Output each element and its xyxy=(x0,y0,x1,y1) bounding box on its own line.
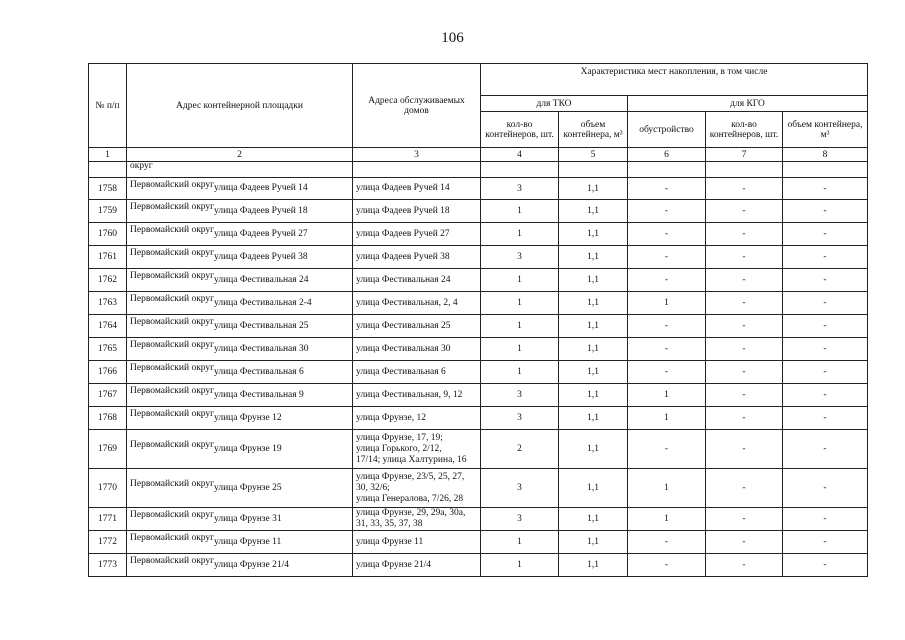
kgo-volume: - xyxy=(783,407,868,430)
tko-volume: 1,1 xyxy=(559,554,628,577)
tko-count: 3 xyxy=(481,407,559,430)
served-address-line: улица Фадеев Ручей 27 xyxy=(356,228,450,239)
street-address: улица Фадеев Ручей 27 xyxy=(214,228,308,239)
served-address-line: улица Фадеев Ручей 18 xyxy=(356,205,450,216)
tko-count: 1 xyxy=(481,361,559,384)
row-number: 1771 xyxy=(89,508,127,531)
area-address-cell xyxy=(127,361,353,384)
kgo-arrangement: - xyxy=(628,338,706,361)
street-address: улица Фрунзе 25 xyxy=(214,482,282,493)
table-row xyxy=(89,554,868,577)
kgo-volume: - xyxy=(783,430,868,469)
area-address-cell xyxy=(127,315,353,338)
kgo-arrangement: - xyxy=(628,246,706,269)
table-row xyxy=(89,246,868,269)
kgo-volume: - xyxy=(783,269,868,292)
row-number: 1760 xyxy=(89,223,127,246)
tko-count: 1 xyxy=(481,315,559,338)
row-number: 1759 xyxy=(89,200,127,223)
kgo-count: - xyxy=(706,531,783,554)
street-address: улица Фрунзе 31 xyxy=(214,513,282,524)
tko-count: 1 xyxy=(481,338,559,361)
served-addresses-cell xyxy=(353,361,481,384)
served-address-line: улица Фадеев Ручей 14 xyxy=(356,183,450,193)
served-address-line: улица Фестивальная 6 xyxy=(356,366,446,377)
area-address-cell xyxy=(127,430,353,469)
row-number: 1768 xyxy=(89,407,127,430)
column-number: 8 xyxy=(783,148,868,162)
kgo-arrangement: - xyxy=(628,315,706,338)
kgo-arrangement: 1 xyxy=(628,508,706,531)
header-kgo-arrangement: обустройство xyxy=(628,112,706,148)
header-kgo-volume: объем контейнера, м³ xyxy=(783,112,868,148)
served-addresses-cell xyxy=(353,384,481,407)
district-name: Первомайский округ xyxy=(130,386,215,397)
tko-count: 1 xyxy=(481,531,559,554)
kgo-volume: - xyxy=(783,200,868,223)
served-addresses-cell xyxy=(353,508,481,531)
kgo-arrangement: - xyxy=(628,178,706,200)
served-address-line: улица Генералова, 7/26, 28 xyxy=(356,493,464,504)
kgo-arrangement: 1 xyxy=(628,292,706,315)
served-addresses-cell xyxy=(353,200,481,223)
kgo-count: - xyxy=(706,508,783,531)
street-address: улица Фестивальная 2-4 xyxy=(214,297,312,308)
header-kgo-count: кол-во контейнеров, шт. xyxy=(706,112,783,148)
header-served-addresses: Адреса обслуживаемых домов xyxy=(353,64,481,148)
street-address: улица Фрунзе 12 xyxy=(214,412,282,423)
district-name: Первомайский округ xyxy=(130,340,215,351)
column-number: 7 xyxy=(706,148,783,162)
tko-volume: 1,1 xyxy=(559,531,628,554)
street-address: улица Фестивальная 30 xyxy=(214,343,309,354)
table-row xyxy=(89,292,868,315)
kgo-volume: - xyxy=(783,469,868,508)
served-address-line: улица Фрунзе 11 xyxy=(356,536,424,547)
served-address-line: улица Фрунзе, 12 xyxy=(356,412,427,423)
area-address-cell xyxy=(127,246,353,269)
street-address: улица Фадеев Ручей 14 xyxy=(214,183,308,194)
street-address: улица Фестивальная 24 xyxy=(214,274,309,285)
kgo-count: - xyxy=(706,269,783,292)
column-number: 4 xyxy=(481,148,559,162)
tko-count: 1 xyxy=(481,200,559,223)
tko-count: 3 xyxy=(481,508,559,531)
district-name: Первомайский округ xyxy=(130,317,215,328)
row-number: 1763 xyxy=(89,292,127,315)
area-address-cell xyxy=(127,338,353,361)
served-address-line: улица Фестивальная 25 xyxy=(356,320,451,331)
tko-count: 3 xyxy=(481,469,559,508)
table-row xyxy=(89,269,868,292)
served-addresses-cell xyxy=(353,269,481,292)
table-row xyxy=(89,223,868,246)
district-name: Первомайский округ xyxy=(130,556,215,567)
street-address: улица Фадеев Ручей 18 xyxy=(214,205,308,216)
tko-count: 1 xyxy=(481,292,559,315)
served-addresses-cell xyxy=(353,315,481,338)
area-address-cell xyxy=(127,178,353,200)
kgo-volume: - xyxy=(783,384,868,407)
street-address: улица Фестивальная 9 xyxy=(214,389,304,400)
table-row xyxy=(89,338,868,361)
container-sites-table xyxy=(88,63,868,577)
header-tko-count: кол-во контейнеров, шт. xyxy=(481,112,559,148)
table-row xyxy=(89,531,868,554)
street-address: улица Фрунзе 21/4 xyxy=(214,559,290,570)
kgo-arrangement: - xyxy=(628,200,706,223)
served-address-line: улица Фестивальная 24 xyxy=(356,274,451,285)
district-name: Первомайский округ xyxy=(130,533,215,544)
tko-count: 1 xyxy=(481,554,559,577)
served-addresses-cell xyxy=(353,246,481,269)
tko-volume: 1,1 xyxy=(559,361,628,384)
district-name: Первомайский округ xyxy=(130,363,215,374)
district-name: Первомайский округ xyxy=(130,479,215,490)
table-row xyxy=(89,361,868,384)
row-number: 1766 xyxy=(89,361,127,384)
served-address-line: 31, 33, 35, 37, 38 xyxy=(356,519,423,529)
area-address-cell xyxy=(127,200,353,223)
column-number-row xyxy=(89,148,868,162)
tko-volume: 1,1 xyxy=(559,200,628,223)
header-tko-volume: объем контейнера, м³ xyxy=(559,112,628,148)
served-addresses-cell xyxy=(353,292,481,315)
row-number: 1769 xyxy=(89,430,127,469)
tko-count: 2 xyxy=(481,430,559,469)
kgo-count: - xyxy=(706,223,783,246)
served-address-line: улица Фестивальная, 2, 4 xyxy=(356,297,458,308)
area-address-cell xyxy=(127,508,353,531)
served-address-line: улица Фрунзе 21/4 xyxy=(356,559,432,570)
continuation-row xyxy=(89,162,868,178)
tko-volume: 1,1 xyxy=(559,430,628,469)
header-tko: для ТКО xyxy=(481,96,628,112)
kgo-count: - xyxy=(706,292,783,315)
kgo-count: - xyxy=(706,178,783,200)
row-number: 1770 xyxy=(89,469,127,508)
header-kgo: для КГО xyxy=(628,96,868,112)
district-name: Первомайский округ xyxy=(130,225,215,236)
district-name: Первомайский округ xyxy=(130,440,215,451)
table-row xyxy=(89,407,868,430)
kgo-count: - xyxy=(706,361,783,384)
kgo-volume: - xyxy=(783,246,868,269)
row-number: 1772 xyxy=(89,531,127,554)
kgo-volume: - xyxy=(783,292,868,315)
kgo-arrangement: 1 xyxy=(628,384,706,407)
tko-count: 1 xyxy=(481,223,559,246)
kgo-count: - xyxy=(706,430,783,469)
tko-count: 3 xyxy=(481,178,559,200)
area-address-cell xyxy=(127,469,353,508)
served-address-line: улица Фрунзе, 17, 19; xyxy=(356,432,443,443)
district-name: Первомайский округ xyxy=(130,248,215,259)
kgo-count: - xyxy=(706,469,783,508)
served-address-line: улица Фадеев Ручей 38 xyxy=(356,251,450,262)
column-number: 1 xyxy=(89,148,127,162)
table-row xyxy=(89,508,868,531)
kgo-count: - xyxy=(706,338,783,361)
tko-count: 3 xyxy=(481,246,559,269)
kgo-volume: - xyxy=(783,531,868,554)
table-row xyxy=(89,200,868,223)
header-characteristics: Характеристика мест накопления, в том числе xyxy=(481,64,868,96)
kgo-volume: - xyxy=(783,508,868,531)
kgo-arrangement: 1 xyxy=(628,407,706,430)
district-name: Первомайский округ xyxy=(130,510,215,521)
served-address-line: улица Фестивальная 30 xyxy=(356,343,451,354)
tko-count: 1 xyxy=(481,269,559,292)
kgo-arrangement: - xyxy=(628,430,706,469)
area-address-cell xyxy=(127,269,353,292)
tko-volume: 1,1 xyxy=(559,292,628,315)
table-row xyxy=(89,469,868,508)
column-number: 3 xyxy=(353,148,481,162)
served-addresses-cell xyxy=(353,178,481,200)
area-address-cell xyxy=(127,223,353,246)
tko-volume: 1,1 xyxy=(559,178,628,200)
kgo-count: - xyxy=(706,246,783,269)
row-number: 1773 xyxy=(89,554,127,577)
street-address: улица Фестивальная 6 xyxy=(214,366,304,377)
street-address: улица Фрунзе 19 xyxy=(214,443,282,454)
column-number: 5 xyxy=(559,148,628,162)
kgo-count: - xyxy=(706,384,783,407)
area-address-cell xyxy=(127,384,353,407)
header-num: № п/п xyxy=(89,64,127,148)
kgo-volume: - xyxy=(783,554,868,577)
served-addresses-cell xyxy=(353,531,481,554)
header-area-address: Адрес контейнерной площадки xyxy=(127,64,353,148)
table-row xyxy=(89,384,868,407)
kgo-arrangement: - xyxy=(628,223,706,246)
row-number: 1764 xyxy=(89,315,127,338)
district-name: Первомайский округ xyxy=(130,271,215,282)
column-number: 2 xyxy=(127,148,353,162)
area-address-cell xyxy=(127,292,353,315)
served-address-line: улица Фестивальная, 9, 12 xyxy=(356,389,463,400)
kgo-count: - xyxy=(706,407,783,430)
kgo-volume: - xyxy=(783,361,868,384)
tko-volume: 1,1 xyxy=(559,246,628,269)
area-address-cell xyxy=(127,554,353,577)
served-addresses-cell xyxy=(353,430,481,469)
served-address-line: улица Горького, 2/12, xyxy=(356,443,442,454)
district-name: Первомайский округ xyxy=(130,202,215,213)
tko-volume: 1,1 xyxy=(559,469,628,508)
served-address-line: 30, 32/6; xyxy=(356,482,390,493)
area-address-cell xyxy=(127,531,353,554)
kgo-count: - xyxy=(706,554,783,577)
district-name: Первомайский округ xyxy=(130,294,215,305)
row-number: 1762 xyxy=(89,269,127,292)
served-address-line: улица Фрунзе, 23/5, 25, 27, xyxy=(356,471,465,482)
kgo-arrangement: - xyxy=(628,269,706,292)
row-number: 1761 xyxy=(89,246,127,269)
area-address-cell xyxy=(127,407,353,430)
street-address: улица Фадеев Ручей 38 xyxy=(214,251,308,262)
continuation-district: округ xyxy=(127,162,353,178)
table-row xyxy=(89,315,868,338)
column-number: 6 xyxy=(628,148,706,162)
row-number: 1765 xyxy=(89,338,127,361)
tko-volume: 1,1 xyxy=(559,338,628,361)
row-number: 1758 xyxy=(89,178,127,200)
kgo-volume: - xyxy=(783,338,868,361)
kgo-count: - xyxy=(706,200,783,223)
kgo-volume: - xyxy=(783,315,868,338)
served-addresses-cell xyxy=(353,338,481,361)
tko-volume: 1,1 xyxy=(559,223,628,246)
tko-volume: 1,1 xyxy=(559,508,628,531)
street-address: улица Фестивальная 25 xyxy=(214,320,309,331)
tko-volume: 1,1 xyxy=(559,407,628,430)
served-address-line: улица Фрунзе, 29, 29а, 30а, xyxy=(356,508,466,518)
served-address-line: 17/14; улица Халтурина, 16 xyxy=(356,454,467,465)
served-addresses-cell xyxy=(353,554,481,577)
served-addresses-cell xyxy=(353,223,481,246)
tko-count: 3 xyxy=(481,384,559,407)
tko-volume: 1,1 xyxy=(559,384,628,407)
tko-volume: 1,1 xyxy=(559,269,628,292)
tko-volume: 1,1 xyxy=(559,315,628,338)
kgo-volume: - xyxy=(783,223,868,246)
table-row xyxy=(89,430,868,469)
row-number: 1767 xyxy=(89,384,127,407)
kgo-arrangement: 1 xyxy=(628,469,706,508)
table-row xyxy=(89,178,868,200)
kgo-count: - xyxy=(706,315,783,338)
street-address: улица Фрунзе 11 xyxy=(214,536,282,547)
served-addresses-cell xyxy=(353,407,481,430)
kgo-arrangement: - xyxy=(628,531,706,554)
district-name: Первомайский округ xyxy=(130,409,215,420)
district-name: Первомайский округ xyxy=(130,179,215,190)
kgo-arrangement: - xyxy=(628,361,706,384)
page-number: 106 xyxy=(441,30,464,46)
kgo-arrangement: - xyxy=(628,554,706,577)
served-addresses-cell xyxy=(353,469,481,508)
kgo-volume: - xyxy=(783,178,868,200)
